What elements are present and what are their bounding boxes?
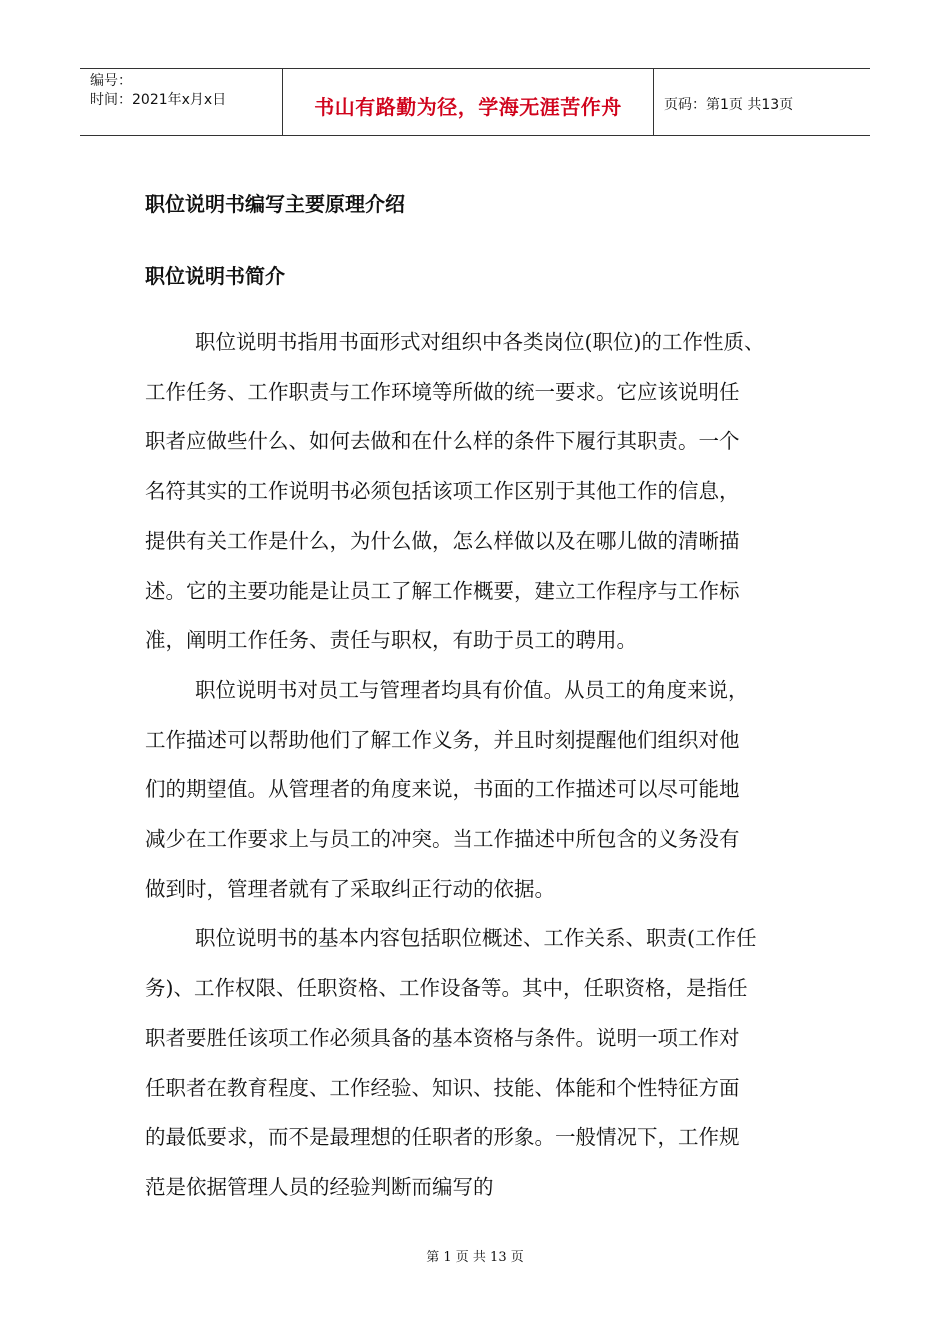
paragraph-line: 述。它的主要功能是让员工了解工作概要，建立工作程序与工作标 <box>145 578 740 603</box>
paragraph-line: 提供有关工作是什么，为什么做，怎么样做以及在哪儿做的清晰描 <box>145 528 740 553</box>
section-title: 职位说明书简介 <box>145 264 285 288</box>
paragraph-line: 职者应做些什么、如何去做和在什么样的条件下履行其职责。一个 <box>145 429 740 454</box>
paragraph-line: 工作描述可以帮助他们了解工作义务，并且时刻提醒他们组织对他 <box>145 727 740 752</box>
paragraph-line: 的最低要求，而不是最理想的任职者的形象。一般情况下，工作规 <box>145 1125 740 1150</box>
paragraph-line: 们的期望值。从管理者的角度来说，书面的工作描述可以尽可能地 <box>145 777 740 802</box>
document-number-label: 编号： <box>90 73 132 89</box>
paragraph-line: 职位说明书的基本内容包括职位概述、工作关系、职责(工作任 <box>195 926 757 951</box>
header-motto-cell <box>282 69 654 135</box>
header-page-cell <box>654 69 870 135</box>
paragraph-line: 职者要胜任该项工作必须具备的基本资格与条件。说明一项工作对 <box>145 1025 740 1050</box>
header-page-indicator: 页码：第1页 共13页 <box>664 97 794 113</box>
paragraph-line: 名符其实的工作说明书必须包括该项工作区别于其他工作的信息， <box>145 479 740 504</box>
paragraph-line: 职位说明书对员工与管理者均具有价值。从员工的角度来说， <box>195 677 749 702</box>
header-motto: 书山有路勤为径，学海无涯苦作舟 <box>314 94 622 119</box>
document-title: 职位说明书编写主要原理介绍 <box>145 192 405 216</box>
paragraph-line: 工作任务、工作职责与工作环境等所做的统一要求。它应该说明任 <box>145 379 740 404</box>
paragraph <box>145 666 810 915</box>
paragraph-line: 减少在工作要求上与员工的冲突。当工作描述中所包含的义务没有 <box>145 827 740 852</box>
paragraph-line: 任职者在教育程度、工作经验、知识、技能、体能和个性特征方面 <box>145 1075 740 1100</box>
paragraph-line: 范是依据管理人员的经验判断而编写的 <box>145 1174 494 1199</box>
paragraph-line: 务)、工作权限、任职资格、工作设备等。其中，任职资格，是指任 <box>145 976 748 1001</box>
paragraph-line: 职位说明书指用书面形式对组织中各类岗位(职位)的工作性质、 <box>195 330 765 354</box>
paragraph <box>145 914 810 1212</box>
paragraph-line: 准，阐明工作任务、责任与职权，有助于员工的聘用。 <box>145 628 637 653</box>
page-footer: 第 1 页 共 13 页 <box>426 1250 524 1265</box>
document-body <box>145 318 810 1213</box>
page-header <box>80 68 870 136</box>
document-date-label: 时间：2021年x月x日 <box>90 92 227 108</box>
header-meta-cell <box>80 69 282 135</box>
paragraph <box>145 318 810 666</box>
paragraph-line: 做到时，管理者就有了采取纠正行动的依据。 <box>145 876 555 901</box>
